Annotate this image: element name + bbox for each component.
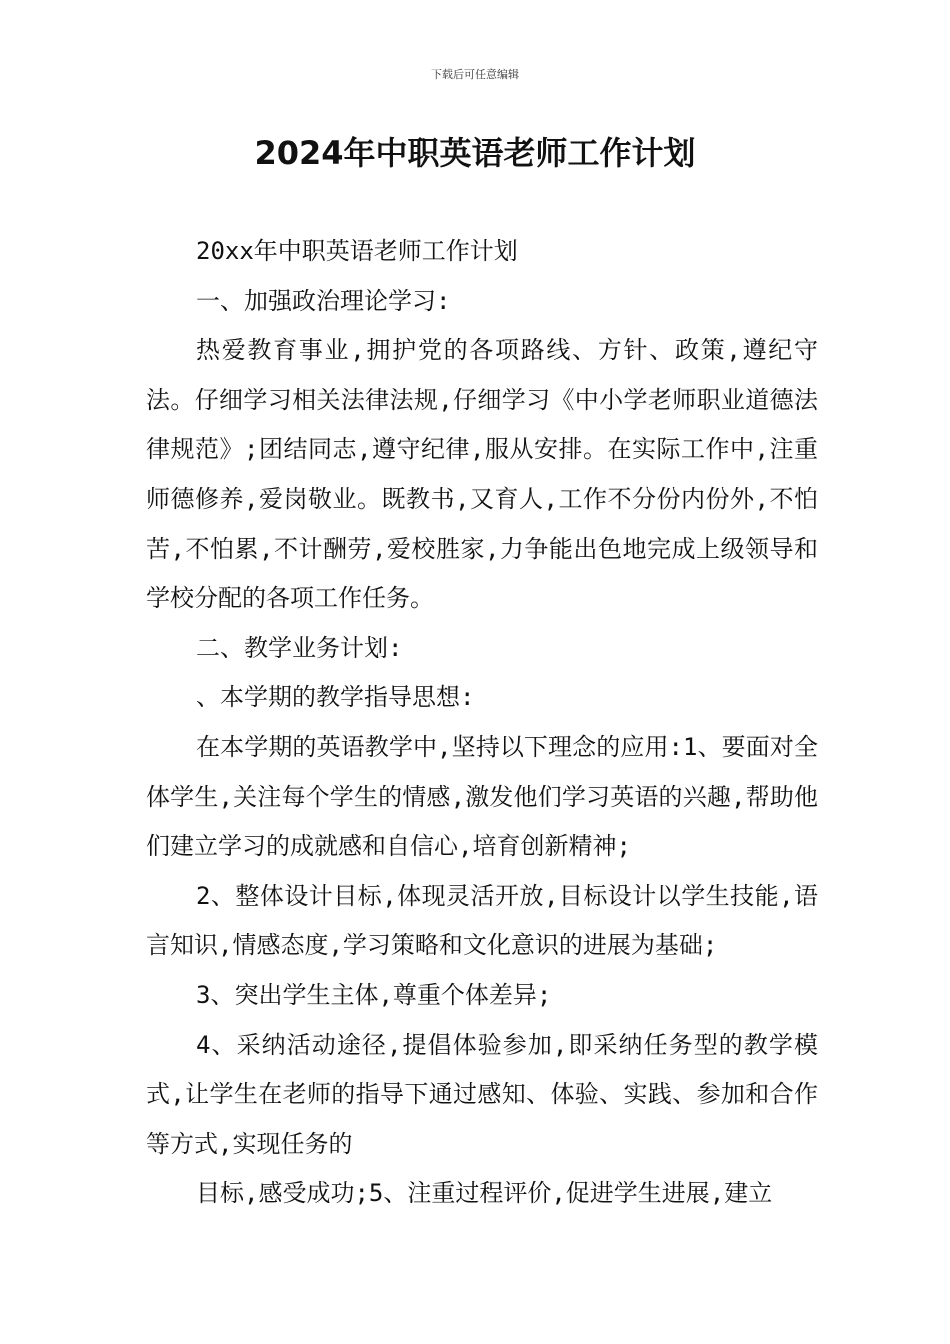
paragraph: 在本学期的英语教学中,坚持以下理念的应用:1、要面对全体学生,关注每个学生的情感,激发他们学习英语的兴趣,帮助他们建立学习的成就感和自信心,培育创新精神; [146, 732, 818, 861]
paragraph-subtitle: 20xx年中职英语老师工作计划 [196, 237, 518, 265]
section-heading-1: 一、加强政治理论学习: [196, 286, 451, 315]
paragraph: 4、采纳活动途径,提倡体验参加,即采纳任务型的教学模式,让学生在老师的指导下通过感知、体验、实践、参加和合作等方式,实现任务的 [146, 1030, 818, 1158]
paragraph: 3、突出学生主体,尊重个体差异; [196, 980, 552, 1009]
paragraph: 热爱教育事业,拥护党的各项路线、方针、政策,遵纪守法。仔细学习相关法律法规,仔细学习《中小学老师职业道德法律规范》;团结同志,遵守纪律,服从安排。在实际工作中,注重师德修养,爱岗敬业。既教书,又育人,工作不分份内份外,不怕苦,不怕累,不计酬劳,爱校胜家,力争能出色地完成上级领导和学校分配的各项工作任务。 [146, 336, 818, 613]
paragraph: 2、整体设计目标,体现灵活开放,目标设计以学生技能,语言知识,情感态度,学习策略和文化意识的进展为基础; [146, 881, 818, 960]
document-body [146, 227, 818, 1219]
subsection-heading: 、本学期的教学指导思想: [196, 683, 475, 712]
document-title: 2024年中职英语老师工作计划 [254, 134, 696, 172]
paragraph: 目标,感受成功;5、注重过程评价,促进学生进展,建立 [196, 1179, 773, 1208]
section-heading-2: 二、教学业务计划: [196, 633, 403, 662]
header-note: 下载后可任意编辑 [431, 68, 519, 81]
